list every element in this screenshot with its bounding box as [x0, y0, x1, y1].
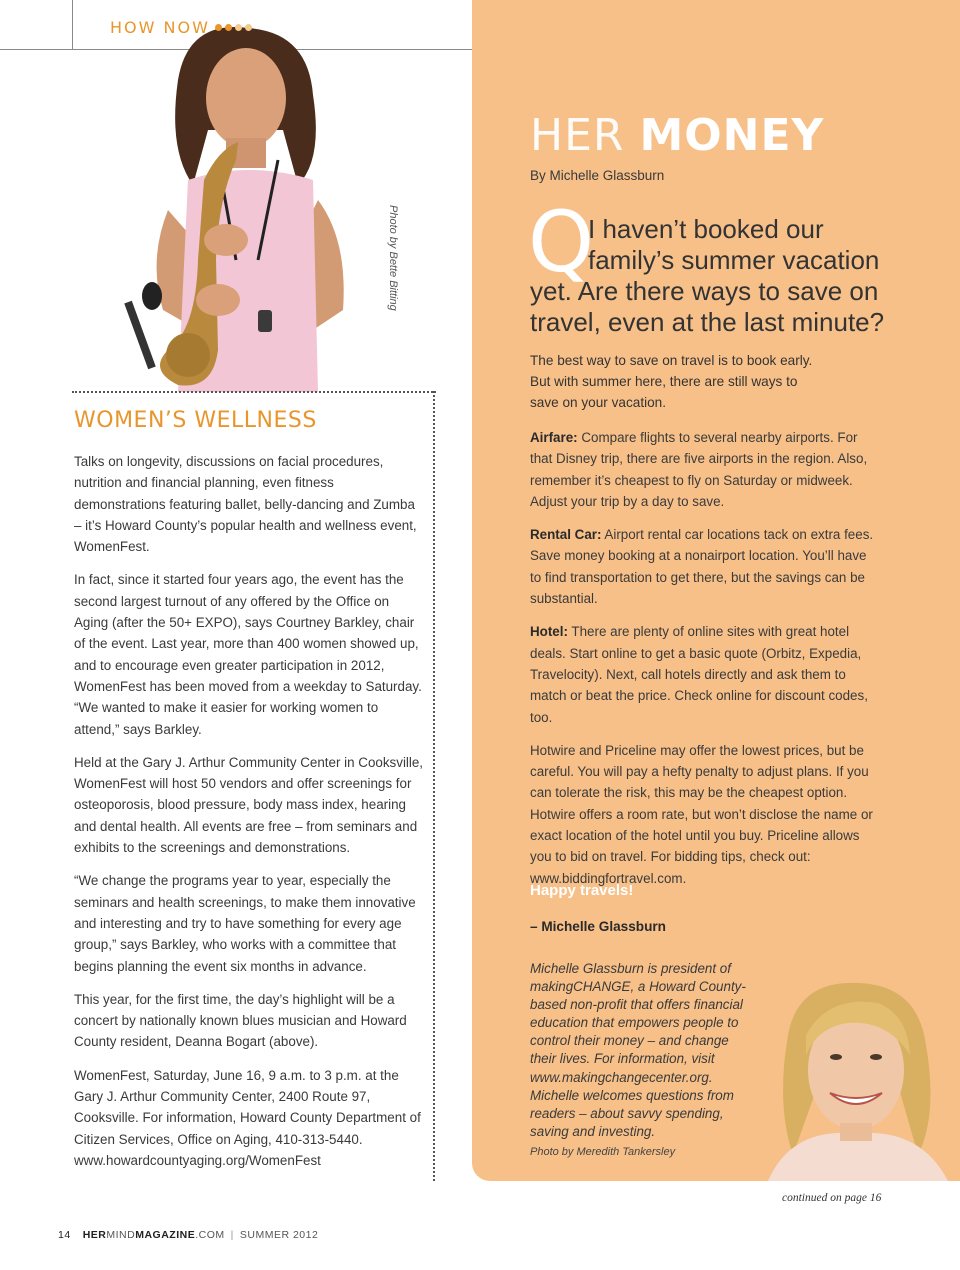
wellness-paragraph: Talks on longevity, discussions on facial procedures, nutrition and financial planning, even fitness demonstrations featuring ballet, belly-dancing and Zumba – it’s Howard County’s popular health and wellness event, WomenFest.: [74, 454, 417, 555]
her-money-title: [530, 110, 824, 161]
tip-text: Airport rental car locations tack on extra fees. Save money booking at a nonairport location. You’ll have to find transportation to get there, but the savings can be substantial.: [530, 527, 874, 607]
site-name-tld: .COM: [195, 1229, 225, 1241]
page-footer: [58, 1229, 318, 1241]
question-q-letter: Q: [528, 193, 595, 291]
header-divider-vertical: [72, 0, 73, 50]
section-dots-icon: [215, 24, 252, 31]
tip-label: Hotel:: [530, 624, 568, 640]
tip-hotel: [530, 621, 880, 727]
author-signoff: – Michelle Glassburn: [530, 919, 666, 934]
site-name-magazine: MAGAZINE: [135, 1229, 196, 1241]
answer-intro: The best way to save on travel is to book early. But with summer here, there are still ways to save on your vacation.: [530, 353, 813, 410]
tip-label: Rental Car:: [530, 527, 602, 543]
photo-credit-author: Photo by Meredith Tankersley: [530, 1146, 676, 1158]
site-name-her: HER: [82, 1229, 107, 1241]
tip-rental-car: [530, 524, 880, 609]
wellness-paragraph: In fact, since it started four years ago, the event has the second largest turnout of any offered by the Office on Aging (after the 50+ EXPO), says Courtney Barkley, chair of the event. Last year, more than 400 women showed up, and to encourage even greater participation in 2012, WomenFest has been moved from a weekday to Saturday. “We wanted to make it easier for working women to attend,” says Barkley.: [74, 572, 422, 737]
left-column-dotted-border-top: [72, 391, 436, 393]
title-her: HER: [530, 110, 625, 161]
footer-separator: |: [230, 1229, 234, 1241]
happy-travels: Happy travels!: [530, 882, 634, 899]
question-line-2: family’s summer vacation: [588, 245, 880, 275]
reader-question: [530, 214, 890, 338]
womens-wellness-title: WOMEN’S WELLNESS: [74, 408, 317, 433]
tip-text: Compare flights to several nearby airports. For that Disney trip, there are five airports in the region. Also, remember it’s cheapest to fly on Saturday or midweek. Adjust your trip by a day to save.: [530, 430, 868, 509]
section-label: HOW NOW: [110, 18, 210, 37]
photo-credit-saxophonist: Photo by Bette Bitting: [387, 205, 399, 311]
author-bio: Michelle Glassburn is president of makingCHANGE, a Howard County-based non-profit that offers financial education that empowers people to control their money – and change their lives. For information, visit www.makingchangecenter.org. Michelle welcomes questions from readers – about savvy spending, saving and investing.: [530, 961, 746, 1139]
author-portrait: [748, 975, 960, 1181]
womens-wellness-article: [74, 408, 424, 1183]
wellness-paragraph: This year, for the first time, the day’s highlight will be a concert by nationally known blues musician and Howard County resident, Deanna Bogart (above).: [74, 991, 407, 1050]
wellness-paragraph: “We change the programs year to year, especially the seminars and health screenings, to make them innovative and interesting and try to have something for every age group,” says Barkley, who works with a committee that begins planning the event six months in advance.: [74, 873, 416, 974]
saxophonist-photo: [108, 10, 384, 392]
continued-note: continued on page 16: [782, 1192, 882, 1204]
tip-text: There are plenty of online sites with great hotel deals. Start online to get a basic quote (Orbitz, Expedia, Travelocity). Next, call hotels directly and ask them to match or beat the price. Check online for discount codes, too.: [530, 624, 868, 725]
wellness-paragraph: Held at the Gary J. Arthur Community Center in Cooksville, WomenFest will host 50 vendors and offer screenings for osteoporosis, blood pressure, body mass index, hearing and dental health. All events are free – from seminars and exhibits to the screenings and demonstrations.: [74, 754, 424, 856]
question-line-1: I haven’t booked our: [588, 214, 824, 244]
tip-label: Airfare:: [530, 430, 578, 445]
answer-body: [530, 427, 880, 901]
tip-airfare: [530, 427, 880, 512]
issue-label: SUMMER 2012: [239, 1229, 319, 1241]
title-money: MONEY: [639, 110, 825, 161]
closing-paragraph: Hotwire and Priceline may offer the lowest prices, but be careful. You will pay a hefty penalty to adjust plans. If you can tolerate the risk, this may be the cheapest option. Hotwire offers a room rate, but won’t disclose the name or exact location of the hotel until you buy. Priceline allows you to bid on travel. For bidding tips, check out: www.biddingfortravel.com.: [530, 742, 873, 886]
site-name-mind: MIND: [106, 1229, 136, 1241]
page-number: 14: [58, 1229, 71, 1241]
wellness-paragraph: WomenFest, Saturday, June 16, 9 a.m. to 3 p.m. at the Gary J. Arthur Community Center, 2400 Route 97, Cooksville. For information, Howard County Department of Citizen Services, Office on Aging, 410-313-5440. www.howardcountyaging.org/WomenFest: [74, 1067, 421, 1168]
left-column-dotted-border-right: [433, 391, 435, 1181]
byline: By Michelle Glassburn: [530, 168, 665, 183]
question-rest: yet. Are there ways to save on travel, even at the last minute?: [530, 276, 885, 337]
